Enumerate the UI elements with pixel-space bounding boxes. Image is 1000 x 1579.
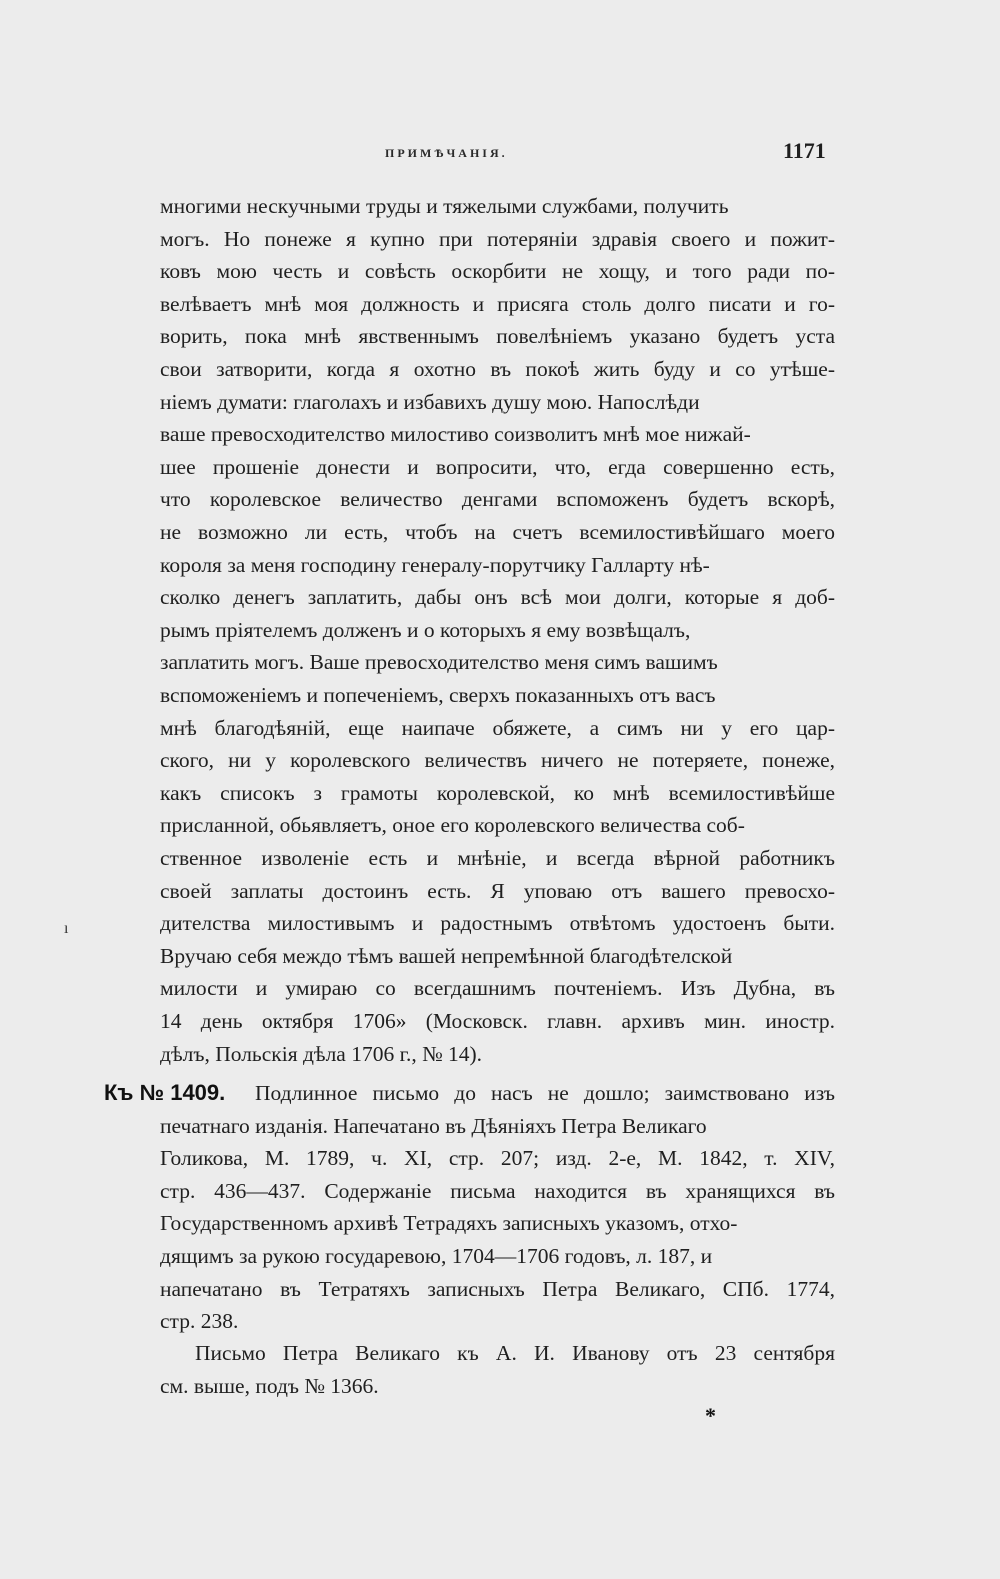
- body-line-text: ственное изволеніе есть и мнѣніе, и всегда вѣрной работникъ: [160, 846, 835, 870]
- body-line-text: ского, ни у королевского величествъ ничего не потеряете, понеже,: [160, 748, 835, 773]
- body-line-text: рымъ пріятелемъ долженъ и о которыхъ я ему возвѣщалъ,: [160, 617, 691, 642]
- closing-line-text: см. выше, подъ № 1366.: [160, 1373, 379, 1398]
- body-line-text: 14 день октября 1706» (Московск. главн. архивъ мин. иностр.: [160, 1009, 835, 1033]
- body-line-text: велѣваетъ мнѣ моя должность и присяга столь долго писати и го-: [160, 291, 835, 316]
- note-line-text: стр. 238.: [160, 1309, 239, 1334]
- body-line-text: какъ списокъ з грамоты королевской, ко мнѣ всемилостивѣйше: [160, 780, 835, 805]
- note-line-text: стр. 436—437. Содержаніе письма находится въ хранящихся въ: [160, 1178, 835, 1203]
- body-line-text: ворить, пока мнѣ явственнымъ повелѣніемъ указано будетъ уста: [160, 324, 835, 349]
- body-line-text: многими нескучными труды и тяжелыми службами, получить: [160, 194, 729, 218]
- body-line-text: мнѣ благодѣяній, еще наипаче обяжете, а симъ ни у его цар-: [160, 715, 835, 740]
- body-line-text: дѣлъ, Польскія дѣла 1706 г., № 14).: [160, 1041, 483, 1066]
- body-line-text: дителства милостивымъ и радостнымъ отвѣтомъ удостоенъ быти.: [160, 911, 835, 936]
- running-head: ПРИМѢЧАНІЯ.: [385, 146, 508, 160]
- margin-mark: ı: [64, 920, 69, 937]
- body-line-text: короля за меня господину генералу-порутчику Галларту нѣ-: [160, 552, 710, 577]
- body-line-text: не возможно ли есть, чтобъ на счетъ всемилостивѣйшаго моего: [160, 520, 835, 544]
- body-line-text: ніемъ думати: глаголахъ и избавихъ душу мою. Напослѣди: [160, 389, 700, 414]
- body-line-text: присланной, обьявляетъ, оное его королевского величества соб-: [160, 813, 745, 838]
- closing-line-text: Письмо Петра Великаго къ А. И. Иванову отъ 23 сентября: [195, 1341, 835, 1365]
- page-number: 1171: [783, 138, 826, 163]
- note-label: Къ № 1409.: [104, 1080, 226, 1105]
- page-header: [0, 138, 1000, 168]
- body-line-text: ваше превосходителство милостиво соизволитъ мнѣ мое нижай-: [160, 422, 751, 447]
- body-line-text: свои затворити, когда я охотно въ покоѣ жить буду и со утѣше-: [160, 357, 835, 381]
- body-line-text: что королевское величество денгами вспоможенъ будетъ вскорѣ,: [160, 487, 835, 512]
- body-line-text: шее прошеніе донести и вопросити, что, егда совершенно есть,: [160, 454, 835, 479]
- note-line-text: Голикова, М. 1789, ч. XI, стр. 207; изд. 2-е, М. 1842, т. XIV,: [160, 1146, 835, 1171]
- note-line-text: печатнаго изданія. Напечатано въ Дѣяніяхъ Петра Великаго: [160, 1113, 707, 1138]
- body-line-text: своей заплаты достоинъ есть. Я уповаю отъ вашего превосхо-: [160, 878, 835, 903]
- body-line-text: вспоможеніемъ и попеченіемъ, сверхъ показанныхъ отъ васъ: [160, 683, 716, 707]
- body-line-text: могъ. Но понеже я купно при потеряніи здравія своего и пожит-: [160, 226, 835, 251]
- body-line-text: милости и умираю со всегдашнимъ почтеніемъ. Изъ Дубна, въ: [160, 976, 835, 1001]
- note-line-text: напечатано въ Тетратяхъ записныхъ Петра Великаго, СПб. 1774,: [160, 1276, 835, 1301]
- body-line-text: Вручаю себя междо тѣмъ вашей непремѣнной благодѣтелской: [160, 943, 733, 968]
- body-line-text: сколко денегъ заплатить, дабы онъ всѣ мои долги, которые я доб-: [160, 585, 835, 610]
- note-line-text: дящимъ за рукою государевою, 1704—1706 годовъ, л. 187, и: [160, 1244, 713, 1268]
- body-line-text: заплатить могъ. Ваше превосходителство меня симъ вашимъ: [160, 650, 718, 675]
- body-line-text: ковъ мою честь и совѣсть оскорбити не хощу, и того ради по-: [160, 259, 835, 284]
- end-asterisk: *: [705, 1403, 716, 1428]
- note-line-text: Государственномъ архивѣ Тетрадяхъ записныхъ указомъ, отхо-: [160, 1211, 738, 1236]
- note-line-text: Подлинное письмо до насъ не дошло; заимствовано изъ: [255, 1081, 835, 1105]
